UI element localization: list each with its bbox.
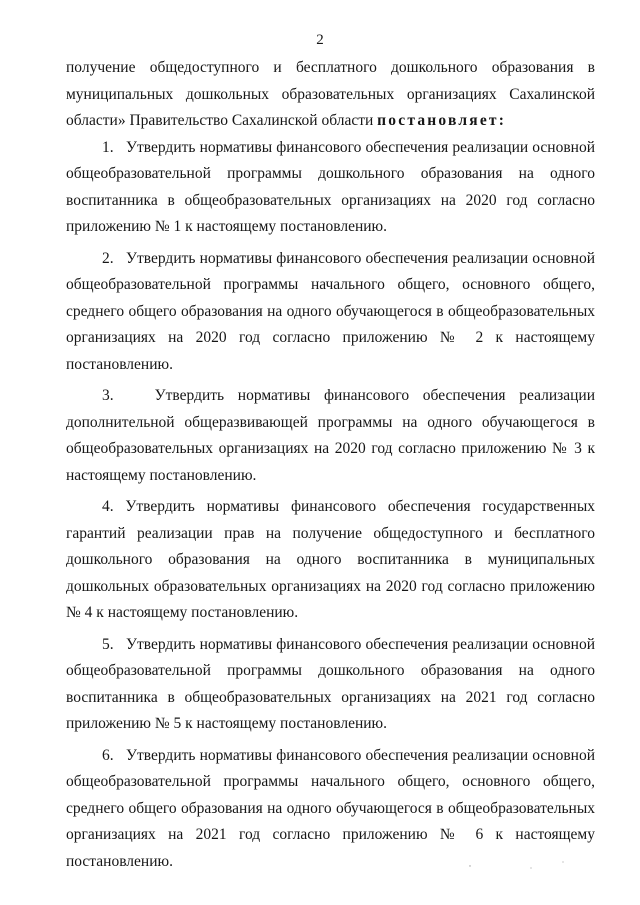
item-text: Утвердить нормативы финансового обеспечения государственных гарантий реализации прав на получение общедоступного и бесплатного дошкольного образования на одного воспитанника в муниципальных дошкольных образовательных организациях на 2020 год согласно приложению № 4 к настоящему постановлению.	[66, 498, 596, 621]
item-text: Утвердить нормативы финансового обеспечения реализации основной общеобразовательной программы начального общего, основного общего, среднего общего образования на одного обучающегося в общеобразовательных организациях на 2020 год согласно приложению № 2 к настоящему постановлению.	[66, 249, 596, 373]
decree-word: постановляет:	[377, 112, 507, 129]
item-number: 6.	[102, 746, 114, 764]
page-number: 2	[316, 32, 324, 48]
item-number: 3.	[102, 387, 114, 404]
item-number: 5.	[102, 635, 114, 653]
item-text: Утвердить нормативы финансового обеспечения реализации основной общеобразовательной программы начального общего, основного общего, среднего общего образования на одного обучающегося в общеобразовательных организациях на 2021 год согласно приложению № 6 к настоящему постановлению.	[66, 746, 596, 870]
item-number: 1.	[102, 138, 114, 156]
item-number: 2.	[102, 249, 114, 267]
item-text: Утвердить нормативы финансового обеспечения реализации основной общеобразовательной программы дошкольного образования на одного воспитанника в общеобразовательных организациях на 2020 год согласно приложению № 1 к настоящему постановлению.	[66, 138, 596, 235]
item-text: Утвердить нормативы финансового обеспечения реализации основной общеобразовательной программы дошкольного образования на одного воспитанника в общеобразовательных организациях на 2021 год согласно приложению № 5 к настоящему постановлению.	[66, 635, 596, 732]
item-number: 4.	[102, 498, 114, 515]
intro-text: получение общедоступного и бесплатного дошкольного образования в муниципальных дошкольных образовательных организациях Сахалинской области» Правительство Сахалинской области	[66, 59, 595, 129]
item-text: Утвердить нормативы финансового обеспечения реализации дополнительной общеразвивающей программы на одного обучающегося в общеобразовательных организациях на 2020 год согласно приложению № 3 к настоящему постановлению.	[66, 387, 595, 484]
